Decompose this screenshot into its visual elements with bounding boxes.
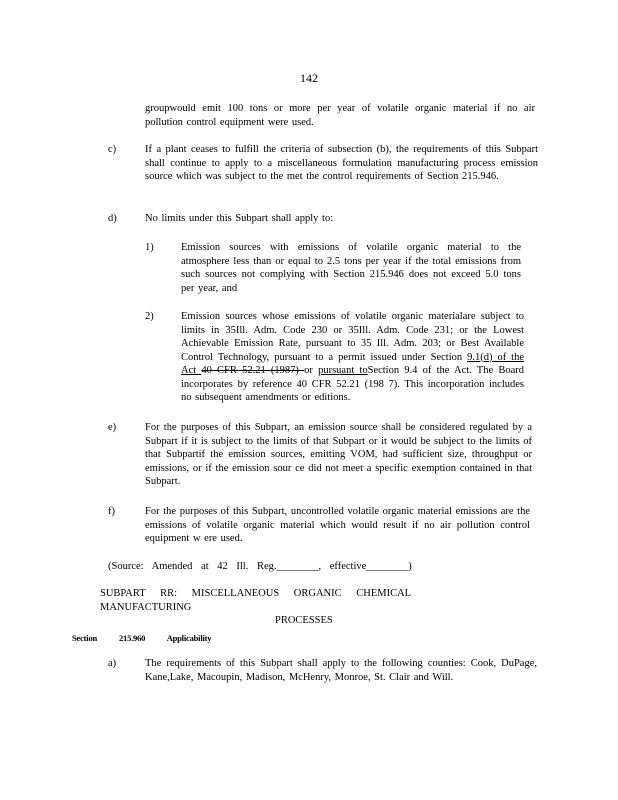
para-d-text: No limits under this Subpart shall apply to: [145,213,334,224]
subpart-heading-line-1: SUBPART RR: MISCELLANEOUS ORGANIC CHEMICAL MANUFACTURING [100,588,411,613]
inserted-text-1: 9.1(d) of the Act [181,351,524,376]
source-note-blank-2: ________) [366,561,412,572]
para-e-text: For the purposes of this Subpart, an emission source shall be considered regulated by a Subpart if it is subject to the limits of that Subpart or it would be subject to the limits of that Subpartif the emission sources, emitting VOM, had sufficient size, throughput or emissions, or if the emission sour ce did not meet a specific exemption contained in that Subpart. [145,422,532,487]
para-d-item-2-text-a: Emission sources whose emissions of volatile organic materialare subject to limits in 35Ill. Adm. Code 230 or 35Ill. Adm. Code 231; or the Lowest Achievable Emission Rate, pursuant to 35 Ill. Adm. 203; or Best Available Control Technology, pursuant to a permit issued under Section [181,311,524,363]
section-title: Applicability [166,633,212,643]
para-c-label: c) [108,144,117,155]
source-note-blank-1: ________, [276,561,322,572]
section-heading [72,632,231,646]
section-number: 215.960 [118,633,146,643]
para-d-item-2-label: 2) [145,311,154,322]
page-number: 142 [300,71,318,85]
para-d-item-1-label: 1) [145,242,154,253]
source-note-text-b: effective [321,561,367,572]
subpart-heading [100,587,500,628]
para-d-label: d) [108,213,117,224]
source-note-text-a: (Source: Amended at 42 Ill. Reg. [108,561,277,572]
para-a-label: a) [108,658,117,669]
para-d-item-2-text [181,310,524,405]
section-word: Section [72,633,98,643]
intro-paragraph: groupwould emit 100 tons or more per year of volatile organic material if no air pollution control equipment were used. [145,103,535,128]
para-a-text: The requirements of this Subpart shall apply to the following counties: Cook, DuPage, Kane,Lake, Macoupin, Madison, McHenry, Monroe, St. Clair and Will. [145,658,537,683]
inserted-text-2: pursuant to [318,365,368,376]
source-note [108,560,528,574]
para-d-item-1-text: Emission sources with emissions of volatile organic material to the atmosphere less than or equal to 2.5 tons per year if the total emissions from such sources not complying with Section 215.946 does not exceed 5.0 tons per year, and [181,242,521,294]
para-d-item-2-text-c: Section 9.4 of the Act. The Board incorporates by reference 40 CFR 52.21 (198 7). This incorporation includes no subsequent amendments or editions. [181,365,524,403]
para-f-label: f) [108,506,115,517]
para-c-text: If a plant ceases to fulfill the criteria of subsection (b), the requirements of this Subpart shall continue to apply to a miscellaneous formulation manufacturing process emission source which was subject to the met the control requirements of Section 215.946. [145,144,538,182]
subpart-heading-line-2: PROCESSES [275,615,333,626]
deleted-text-1: 40 CFR 52.21 (1987) [201,365,305,376]
para-e-label: e) [108,422,117,433]
para-f-text: For the purposes of this Subpart, uncontrolled volatile organic material emissions are the emissions of volatile organic material which would result if no air pollution control equipment w ere used. [145,506,530,544]
para-d-item-2-text-b: or [304,365,319,376]
